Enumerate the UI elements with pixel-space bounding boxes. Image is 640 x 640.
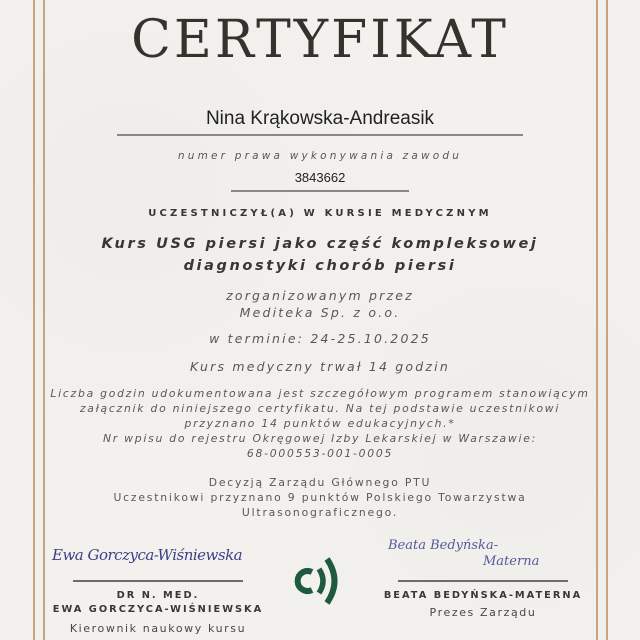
details-line: Nr wpisu do rejestru Okręgowej Izby Lekarskiej w Warszawie: [102, 432, 538, 445]
name-underline [117, 134, 523, 136]
participation-heading: UCZESTNICZYŁ(A) W KURSIE MEDYCZNYM [148, 208, 492, 219]
license-number: 3843662 [294, 170, 346, 185]
left-signature: Ewa Gorczyca-Wiśniewska [52, 546, 243, 564]
right-signatory-name: BEATA BEDYŃSKA-MATERNA [383, 590, 583, 601]
course-duration: Kurs medyczny trwał 14 godzin [190, 359, 450, 374]
ptu-paragraph [0, 475, 640, 520]
ptu-line: Ultrasonograficznego. [241, 506, 399, 519]
left-signatory-name: EWA GORCZYCA-WIŚNIEWSKA [52, 604, 264, 615]
course-title [0, 233, 640, 277]
details-paragraph [0, 386, 640, 461]
right-signature-line-2: Materna [483, 554, 540, 569]
organizer-name: Mediteka Sp. z o.o. [239, 305, 401, 320]
organizer-block [0, 287, 640, 321]
left-signatory [43, 589, 273, 635]
right-signatory [370, 589, 596, 619]
license-label: numer prawa wykonywania zawodu [177, 150, 463, 162]
details-line: załącznik do niniejszego certyfikatu. Na tej podstawie uczestnikowi [79, 402, 561, 415]
ptu-line: Uczestnikowi przyznano 9 punktów Polskiego Towarzystwa [113, 491, 527, 504]
right-signatory-role: Prezes Zarządu [429, 606, 537, 619]
course-dates: w terminie: 24-25.10.2025 [209, 331, 431, 346]
course-title-line-2: diagnostyki chorób piersi [183, 258, 457, 274]
left-signatory-role: Kierownik naukowy kursu [69, 622, 247, 635]
right-signature-line [398, 580, 568, 582]
right-signature [388, 538, 578, 570]
ptu-line: Decyzją Zarządu Głównego PTU [208, 476, 432, 489]
details-line: przyznano 14 punktów edukacyjnych.* [184, 417, 456, 430]
participant-name: Nina Krąkowska-Andreasik [205, 108, 435, 129]
left-signature-line [73, 580, 243, 582]
mediteka-logo-icon [292, 555, 348, 607]
details-line: Liczba godzin udokumentowana jest szczegółowym programem stanowiącym [50, 387, 590, 400]
registry-number: 68-000553-001-0005 [246, 447, 394, 460]
organized-by-label: zorganizowanym przez [226, 288, 414, 303]
left-signatory-title: DR N. MED. [116, 590, 200, 601]
certificate-title: CERTYFIKAT [131, 10, 509, 70]
license-underline [231, 190, 409, 192]
course-title-line-1: Kurs USG piersi jako część kompleksowej [101, 236, 539, 252]
right-signature-line-1: Beata Bedyńska- [388, 538, 499, 553]
